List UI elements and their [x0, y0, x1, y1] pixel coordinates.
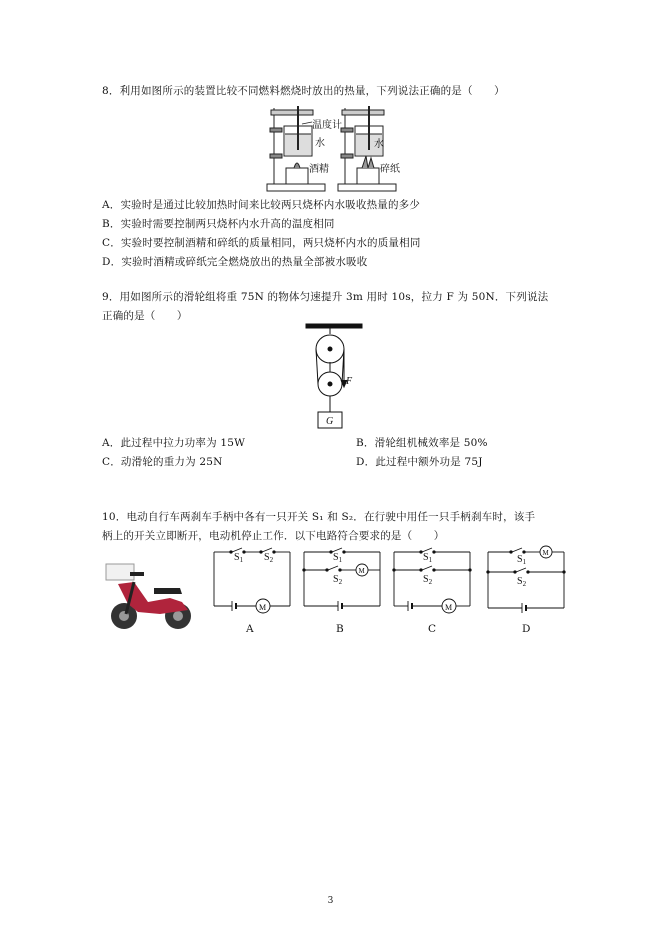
- q8-option-a: A．实验时是通过比较加热时间来比较两只烧杯内水吸收热量的多少: [102, 199, 421, 211]
- circuit-c-s1-label: $S_1$: [423, 552, 433, 564]
- q10-stem-line1: 10．电动自行车两刹车手柄中各有一只开关 S₁ 和 S₂．在行驶中用任一只手柄刹车时，该手: [102, 511, 536, 523]
- q10-stem-line2: 柄上的开关立即断开，电动机停止工作．以下电路符合要求的是（ ）: [102, 530, 445, 542]
- circuit-c: [390, 546, 474, 616]
- circuit-b: [300, 546, 384, 616]
- q8-option-d: D．实验时酒精或碎纸完全燃烧放出的热量全部被水吸收: [102, 256, 368, 268]
- circuit-a-s1-label: $S_1$: [234, 552, 244, 564]
- water-left-label: 水: [315, 138, 325, 149]
- q9-option-b: B．滑轮组机械效率是 50%: [356, 437, 488, 449]
- circuit-a-s2-label: $S_2$: [264, 552, 274, 564]
- q8-figure-combustion-apparatus: [262, 104, 402, 194]
- electric-bicycle-image: [104, 558, 200, 634]
- circuit-c-motor-label: M: [445, 603, 453, 612]
- circuit-b-letter: B: [336, 623, 344, 635]
- q9-option-a: A．此过程中拉力功率为 15W: [102, 437, 246, 449]
- circuit-a: [210, 546, 294, 616]
- q9-stem-line2: 正确的是（ ）: [102, 310, 188, 322]
- circuit-d-s2-label: $S_2$: [517, 576, 527, 588]
- page-number: 3: [327, 896, 334, 906]
- circuit-d: [484, 542, 568, 616]
- circuit-d-motor-label: M: [542, 549, 549, 557]
- paper-label: 碎纸: [380, 164, 400, 175]
- q9-figure-pulley-system: [300, 322, 370, 432]
- weight-label: G: [326, 416, 334, 427]
- thermometer-label: 温度计: [312, 120, 342, 131]
- circuit-b-s1-label: $S_1$: [333, 552, 343, 564]
- right-stand: [338, 106, 396, 191]
- q9-option-c: C．动滑轮的重力为 25N: [102, 456, 223, 468]
- q9-stem-line1: 9．用如图所示的滑轮组将重 75N 的物体匀速提升 3m 用时 10s，拉力 F 为 50N．下列说法: [102, 291, 549, 303]
- circuit-b-s2-label: $S_2$: [333, 574, 343, 586]
- circuit-a-letter: A: [246, 623, 254, 635]
- circuit-a-motor-label: M: [259, 603, 267, 612]
- q8-stem: 8．利用如图所示的装置比较不同燃料燃烧时放出的热量，下列说法正确的是（ ）: [102, 85, 505, 97]
- q9-option-d: D．此过程中额外功是 75J: [356, 456, 483, 468]
- q8-option-c: C．实验时要控制酒精和碎纸的质量相同，两只烧杯内水的质量相同: [102, 237, 421, 249]
- circuit-d-s1-label: $S_1$: [517, 554, 527, 566]
- circuit-c-letter: C: [428, 623, 437, 635]
- force-label: F: [346, 376, 353, 387]
- circuit-c-s2-label: $S_2$: [423, 574, 433, 586]
- circuit-b-motor-label: M: [358, 567, 365, 575]
- alcohol-label: 酒精: [309, 164, 329, 175]
- q8-option-b: B．实验时需要控制两只烧杯内水升高的温度相同: [102, 218, 335, 230]
- circuit-d-letter: D: [522, 623, 531, 635]
- water-right-label: 水: [374, 139, 384, 150]
